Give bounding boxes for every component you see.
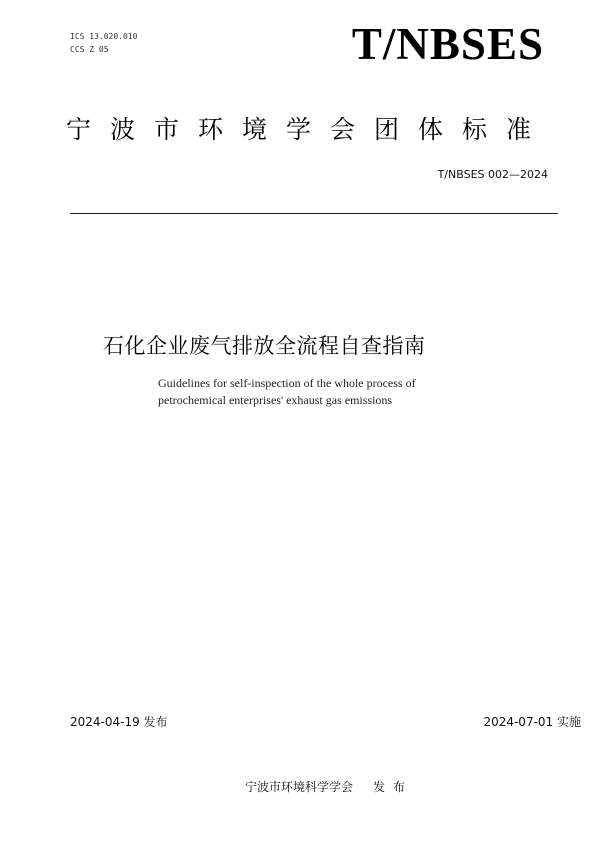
- ics-code: ICS 13.020.010: [70, 32, 138, 41]
- publish-word: 发布: [373, 780, 414, 794]
- issue-date: 2024-04-19 发布: [70, 715, 168, 729]
- header-divider: [70, 213, 558, 214]
- document-title-en: [158, 375, 458, 409]
- classification-codes: [70, 30, 137, 56]
- document-title-en-line2: petrochemical enterprises' exhaust gas emissions: [158, 393, 393, 407]
- document-title-zh: 石化企业废气排放全流程自查指南: [103, 334, 426, 358]
- publisher-line: [245, 778, 413, 796]
- effective-date: 2024-07-01 实施: [483, 715, 581, 729]
- standard-brand-logo: T/NBSES: [351, 19, 544, 69]
- ccs-code: CCS Z 05: [70, 45, 109, 54]
- organization-title: 宁波市环境学会团体标准: [66, 115, 551, 144]
- document-title-en-line1: Guidelines for self-inspection of the whole process of: [158, 376, 416, 390]
- standard-number: T/NBSES 002—2024: [437, 168, 548, 181]
- publisher-name: 宁波市环境科学学会: [245, 780, 354, 794]
